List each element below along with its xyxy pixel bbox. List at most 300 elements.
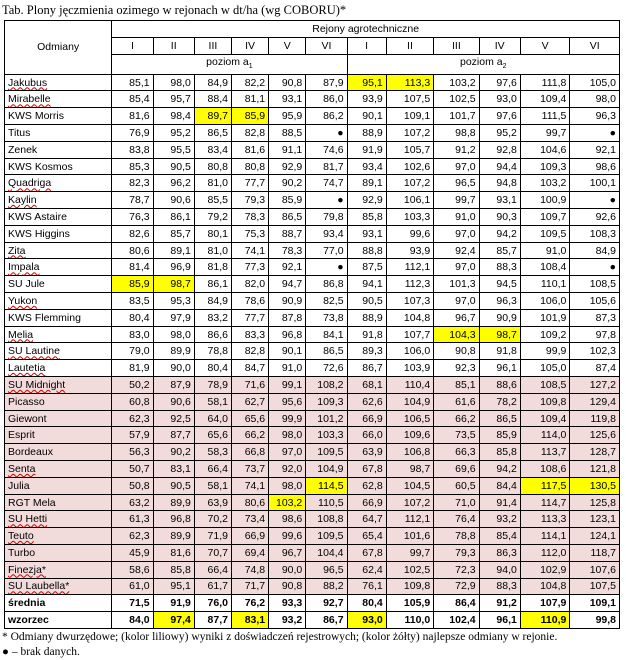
variety-name-cell bbox=[5, 242, 112, 259]
region-header-a1-I: I bbox=[112, 37, 153, 54]
yield-cell: 104,9 bbox=[306, 461, 347, 478]
variety-name: Finezja* bbox=[8, 563, 46, 576]
yield-cell: 101,6 bbox=[386, 528, 433, 545]
yield-cell: 94,0 bbox=[479, 561, 520, 578]
yield-cell: 114,0 bbox=[520, 427, 570, 444]
yield-cell: 80,4 bbox=[194, 360, 231, 377]
yield-cell: 88,3 bbox=[479, 578, 520, 595]
yield-cell: 66,2 bbox=[231, 427, 268, 444]
yield-cell: 96,3 bbox=[479, 293, 520, 310]
yield-cell: 79,0 bbox=[112, 343, 153, 360]
yield-cell: 83,4 bbox=[194, 141, 231, 158]
yield-cell: 101,9 bbox=[520, 309, 570, 326]
variety-name: Giewont bbox=[8, 412, 47, 425]
yield-cell: 78,8 bbox=[194, 343, 231, 360]
yield-cell: 104,9 bbox=[386, 393, 433, 410]
yield-cell: 82,0 bbox=[231, 276, 268, 293]
yield-cell: 80,8 bbox=[231, 158, 268, 175]
yield-cell: 87,9 bbox=[153, 377, 194, 394]
table-row bbox=[5, 326, 620, 343]
yield-cell: 108,4 bbox=[520, 259, 570, 276]
yield-cell: 95,1 bbox=[153, 578, 194, 595]
yield-cell: 74,7 bbox=[306, 175, 347, 192]
yield-cell: 73,8 bbox=[306, 309, 347, 326]
table-row bbox=[5, 309, 620, 326]
yield-cell: 91,0 bbox=[269, 360, 306, 377]
yield-cell: 89,1 bbox=[153, 242, 194, 259]
yield-cell: 109,8 bbox=[386, 578, 433, 595]
variety-name-cell bbox=[5, 326, 112, 343]
yield-cell: 110,4 bbox=[386, 377, 433, 394]
yield-cell: 113,7 bbox=[520, 444, 570, 461]
yield-cell: 98,4 bbox=[153, 108, 194, 125]
yield-cell: 101,7 bbox=[434, 108, 479, 125]
yield-cell: 105,9 bbox=[386, 595, 433, 612]
yield-cell: 98,0 bbox=[269, 477, 306, 494]
yield-cell: 72,6 bbox=[306, 360, 347, 377]
footnotes bbox=[2, 630, 622, 660]
yield-cell: 109,7 bbox=[520, 209, 570, 226]
yield-cell: 99,6 bbox=[386, 225, 433, 242]
yield-cell: 88,9 bbox=[347, 309, 386, 326]
yield-cell: 104,6 bbox=[520, 141, 570, 158]
yield-cell: 85,1 bbox=[112, 74, 153, 91]
table-row bbox=[5, 494, 620, 511]
yield-cell: 107,9 bbox=[520, 595, 570, 612]
yield-cell: 106,1 bbox=[386, 192, 433, 209]
yield-cell: 78,9 bbox=[194, 377, 231, 394]
yield-cell: 63,9 bbox=[347, 444, 386, 461]
region-header-a1-V: V bbox=[269, 37, 306, 54]
variety-name: wzorzec bbox=[8, 614, 49, 627]
yield-cell: 114,1 bbox=[520, 528, 570, 545]
yield-cell: 60,5 bbox=[434, 477, 479, 494]
yield-cell: 91,9 bbox=[347, 141, 386, 158]
yield-cell: 62,3 bbox=[112, 528, 153, 545]
yield-cell: 92,6 bbox=[570, 209, 620, 226]
variety-name-cell bbox=[5, 511, 112, 528]
yield-cell: 74,1 bbox=[231, 242, 268, 259]
yield-cell: 82,8 bbox=[231, 343, 268, 360]
variety-name: Lautetia bbox=[8, 362, 46, 375]
variety-name: Picasso bbox=[8, 395, 45, 408]
yield-cell: 102,9 bbox=[520, 561, 570, 578]
yield-cell: 77,7 bbox=[231, 175, 268, 192]
yield-cell: 108,3 bbox=[570, 225, 620, 242]
yield-cell: 66,9 bbox=[347, 410, 386, 427]
yield-cell: 90,2 bbox=[153, 444, 194, 461]
yield-cell: 103,2 bbox=[269, 494, 306, 511]
yield-cell: ● bbox=[306, 125, 347, 142]
yield-cell: 82,6 bbox=[112, 225, 153, 242]
variety-name-cell bbox=[5, 545, 112, 562]
yield-cell: 99,7 bbox=[520, 125, 570, 142]
yield-cell: 86,0 bbox=[306, 91, 347, 108]
table-row bbox=[5, 612, 620, 629]
table-row bbox=[5, 578, 620, 595]
yield-cell: 86,7 bbox=[306, 612, 347, 629]
yield-cell: 95,5 bbox=[153, 141, 194, 158]
yield-cell: 112,1 bbox=[386, 511, 433, 528]
yield-cell: 97,6 bbox=[479, 74, 520, 91]
yield-cell: 90,8 bbox=[434, 343, 479, 360]
yield-cell: 97,8 bbox=[570, 326, 620, 343]
yield-cell: 93,0 bbox=[479, 91, 520, 108]
yield-cell: 98,7 bbox=[386, 461, 433, 478]
variety-name: Mirabelle bbox=[8, 93, 51, 106]
yield-cell: 81,1 bbox=[231, 91, 268, 108]
yield-cell: 96,8 bbox=[153, 511, 194, 528]
yield-cell: 102,5 bbox=[386, 561, 433, 578]
level-a1-header: poziom $a_1$ bbox=[112, 54, 347, 74]
table-row bbox=[5, 511, 620, 528]
variety-name: SU Jule bbox=[8, 278, 45, 291]
region-header-a1-VI: VI bbox=[306, 37, 347, 54]
variety-name-cell bbox=[5, 293, 112, 310]
variety-name: Kaylin bbox=[8, 194, 37, 207]
yield-cell: 109,6 bbox=[386, 427, 433, 444]
yield-cell: 129,4 bbox=[570, 393, 620, 410]
yield-cell: 96,3 bbox=[570, 108, 620, 125]
variety-name: KWS Higgins bbox=[8, 227, 70, 240]
yield-cell: 118,7 bbox=[570, 545, 620, 562]
yield-cell: 90,0 bbox=[153, 360, 194, 377]
yield-cell: 93,9 bbox=[347, 91, 386, 108]
yield-cell: 90,9 bbox=[269, 293, 306, 310]
yield-cell: 109,2 bbox=[520, 326, 570, 343]
yield-cell: 96,1 bbox=[479, 612, 520, 629]
yield-cell: ● bbox=[570, 125, 620, 142]
yield-cell: 97,0 bbox=[434, 225, 479, 242]
yield-cell: 94,5 bbox=[479, 276, 520, 293]
variety-name: Zenek bbox=[8, 143, 38, 156]
region-header-a1-II: II bbox=[153, 37, 194, 54]
yield-cell: 92,1 bbox=[269, 259, 306, 276]
yield-cell: 91,8 bbox=[347, 326, 386, 343]
yield-cell: 91,2 bbox=[434, 141, 479, 158]
yield-cell: 90,3 bbox=[479, 209, 520, 226]
yield-cell: 111,8 bbox=[520, 74, 570, 91]
yield-cell: 107,5 bbox=[570, 578, 620, 595]
yield-cell: 80,1 bbox=[194, 225, 231, 242]
yield-cell: 98,0 bbox=[153, 74, 194, 91]
yield-cell: 65,6 bbox=[194, 427, 231, 444]
yield-cell: 106,5 bbox=[386, 410, 433, 427]
yield-cell: 81,8 bbox=[194, 259, 231, 276]
table-row bbox=[5, 192, 620, 209]
variety-name: Julia bbox=[8, 479, 30, 492]
variety-name: Zita bbox=[8, 244, 26, 257]
yield-cell: 112,0 bbox=[520, 545, 570, 562]
yield-cell: 86,1 bbox=[194, 276, 231, 293]
region-header-a1-IV: IV bbox=[231, 37, 268, 54]
yield-cell: 87,7 bbox=[194, 612, 231, 629]
yield-cell: 97,0 bbox=[269, 444, 306, 461]
yield-cell: 123,1 bbox=[570, 511, 620, 528]
variety-name: Impala bbox=[8, 261, 40, 274]
yield-cell: 81,9 bbox=[112, 360, 153, 377]
yield-cell: 75,3 bbox=[231, 225, 268, 242]
yield-cell: 71,5 bbox=[112, 595, 153, 612]
yield-cell: 90,8 bbox=[269, 74, 306, 91]
yield-cell: 102,3 bbox=[570, 343, 620, 360]
yield-cell: 71,9 bbox=[194, 528, 231, 545]
yield-cell: 104,4 bbox=[306, 545, 347, 562]
table-body bbox=[5, 74, 620, 628]
yield-cell: 93,3 bbox=[269, 595, 306, 612]
yield-cell: 113,3 bbox=[386, 74, 433, 91]
yield-cell: 56,3 bbox=[112, 444, 153, 461]
yield-cell: 81,0 bbox=[194, 175, 231, 192]
yield-cell: 80,6 bbox=[231, 494, 268, 511]
yield-cell: 96,2 bbox=[153, 175, 194, 192]
table-row bbox=[5, 242, 620, 259]
yield-cell: 80,4 bbox=[347, 595, 386, 612]
yield-cell: 88,9 bbox=[347, 125, 386, 142]
yield-cell: 68,1 bbox=[347, 377, 386, 394]
yield-cell: 66,2 bbox=[434, 410, 479, 427]
table-row bbox=[5, 91, 620, 108]
variety-name-cell bbox=[5, 108, 112, 125]
variety-name-cell bbox=[5, 259, 112, 276]
yield-cell: 86,1 bbox=[153, 209, 194, 226]
yield-cell: 85,7 bbox=[479, 242, 520, 259]
yield-cell: 94,2 bbox=[479, 461, 520, 478]
yield-cell: 85,3 bbox=[112, 158, 153, 175]
yield-cell: 91,9 bbox=[153, 595, 194, 612]
table-row bbox=[5, 108, 620, 125]
yield-cell: 85,5 bbox=[194, 192, 231, 209]
yield-cell: 112,1 bbox=[386, 259, 433, 276]
yield-cell: 95,3 bbox=[153, 293, 194, 310]
region-header-a2-V: V bbox=[520, 37, 570, 54]
yield-cell: 76,2 bbox=[231, 595, 268, 612]
yield-cell: 61,0 bbox=[112, 578, 153, 595]
table-row bbox=[5, 528, 620, 545]
yield-cell: 77,0 bbox=[306, 242, 347, 259]
yield-cell: 76,3 bbox=[112, 209, 153, 226]
document-page bbox=[2, 2, 622, 660]
yield-cell: 107,3 bbox=[386, 293, 433, 310]
yield-cell: 63,9 bbox=[194, 494, 231, 511]
yield-cell: 93,4 bbox=[347, 158, 386, 175]
yield-cell: 91,0 bbox=[434, 209, 479, 226]
yield-cell: 110,1 bbox=[520, 276, 570, 293]
yield-cell: ● bbox=[570, 259, 620, 276]
yield-cell: 103,3 bbox=[306, 427, 347, 444]
yield-cell: 111,5 bbox=[520, 108, 570, 125]
yield-cell: 91,1 bbox=[269, 141, 306, 158]
variety-name-cell bbox=[5, 377, 112, 394]
yield-cell: 63,2 bbox=[112, 494, 153, 511]
table-row bbox=[5, 444, 620, 461]
yield-cell: 81,7 bbox=[306, 158, 347, 175]
yield-cell: 95,1 bbox=[347, 74, 386, 91]
yield-cell: 45,9 bbox=[112, 545, 153, 562]
variety-name: Jakubus bbox=[8, 76, 48, 89]
yield-cell: 114,5 bbox=[306, 477, 347, 494]
table-row bbox=[5, 74, 620, 91]
yield-cell: 89,1 bbox=[347, 175, 386, 192]
yield-cell: 85,8 bbox=[347, 209, 386, 226]
yield-cell: 90,5 bbox=[347, 293, 386, 310]
yield-cell: 74,6 bbox=[306, 141, 347, 158]
table-row bbox=[5, 427, 620, 444]
table-row bbox=[5, 276, 620, 293]
table-row bbox=[5, 125, 620, 142]
variety-name-cell bbox=[5, 158, 112, 175]
yield-cell: 92,4 bbox=[434, 242, 479, 259]
yield-cell: 96,5 bbox=[434, 175, 479, 192]
yield-cell: 78,6 bbox=[231, 293, 268, 310]
yield-cell: 69,6 bbox=[434, 461, 479, 478]
yield-cell: 106,8 bbox=[386, 444, 433, 461]
yield-cell: 91,0 bbox=[520, 242, 570, 259]
yield-cell: 89,3 bbox=[347, 343, 386, 360]
variety-name-cell bbox=[5, 125, 112, 142]
yield-cell: 87,7 bbox=[153, 427, 194, 444]
yield-cell: 94,1 bbox=[347, 276, 386, 293]
variety-name-cell bbox=[5, 595, 112, 612]
yield-cell: 78,7 bbox=[112, 192, 153, 209]
level-a2-header: poziom $a_2$ bbox=[347, 54, 619, 74]
yield-cell: 88,5 bbox=[269, 125, 306, 142]
yield-cell: 73,5 bbox=[434, 427, 479, 444]
yield-cell: 110,9 bbox=[520, 612, 570, 629]
yield-cell: 83,0 bbox=[112, 326, 153, 343]
yield-cell: 109,1 bbox=[386, 108, 433, 125]
yield-cell: 99,9 bbox=[520, 343, 570, 360]
yield-cell: 50,2 bbox=[112, 377, 153, 394]
yield-cell: 92,0 bbox=[269, 461, 306, 478]
variety-name-cell bbox=[5, 393, 112, 410]
yield-cell: 83,8 bbox=[112, 141, 153, 158]
variety-name-cell bbox=[5, 578, 112, 595]
yield-cell: 86,3 bbox=[479, 545, 520, 562]
variety-name-cell bbox=[5, 561, 112, 578]
region-header-a1-III: III bbox=[194, 37, 231, 54]
yield-cell: 90,6 bbox=[153, 192, 194, 209]
yield-cell: 97,6 bbox=[479, 108, 520, 125]
yield-cell: 110,5 bbox=[306, 494, 347, 511]
region-header-a2-IV: IV bbox=[479, 37, 520, 54]
yield-cell: 95,7 bbox=[153, 91, 194, 108]
variety-name: SU Midnight bbox=[8, 378, 66, 391]
yield-cell: 76,9 bbox=[112, 125, 153, 142]
yield-cell: 57,9 bbox=[112, 427, 153, 444]
yield-cell: 98,0 bbox=[570, 91, 620, 108]
variety-name: KWS Morris bbox=[8, 110, 64, 123]
yield-cell: 130,5 bbox=[570, 477, 620, 494]
yield-cell: 81,6 bbox=[112, 108, 153, 125]
variety-name-cell bbox=[5, 74, 112, 91]
table-row bbox=[5, 259, 620, 276]
yield-cell: 97,0 bbox=[434, 158, 479, 175]
yield-cell: 62,4 bbox=[347, 561, 386, 578]
yield-cell: 105,0 bbox=[570, 74, 620, 91]
yield-cell: 86,5 bbox=[479, 410, 520, 427]
yield-cell: 103,3 bbox=[386, 209, 433, 226]
yield-cell: 92,9 bbox=[269, 158, 306, 175]
table-row bbox=[5, 377, 620, 394]
yield-cell: 98,8 bbox=[434, 125, 479, 142]
yield-cell: 90,9 bbox=[479, 309, 520, 326]
variety-name-cell bbox=[5, 461, 112, 478]
yield-cell: 88,7 bbox=[269, 225, 306, 242]
yield-cell: 85,8 bbox=[479, 444, 520, 461]
yield-cell: 94,7 bbox=[269, 276, 306, 293]
variety-name: Esprit bbox=[8, 429, 35, 442]
yield-cell: 66,9 bbox=[231, 528, 268, 545]
yield-cell: 97,4 bbox=[153, 612, 194, 629]
yield-cell: 86,5 bbox=[194, 125, 231, 142]
variety-name-cell bbox=[5, 477, 112, 494]
yield-cell: 58,6 bbox=[112, 561, 153, 578]
yield-cell: 73,4 bbox=[231, 511, 268, 528]
yield-cell: 87,9 bbox=[306, 74, 347, 91]
variety-name: KWS Flemming bbox=[8, 311, 81, 324]
variety-name-cell bbox=[5, 209, 112, 226]
variety-name: Senta bbox=[8, 462, 36, 475]
table-row bbox=[5, 343, 620, 360]
yield-cell: 82,3 bbox=[112, 175, 153, 192]
yield-cell: 109,8 bbox=[520, 393, 570, 410]
variety-name-cell bbox=[5, 225, 112, 242]
yield-cell: 85,7 bbox=[153, 225, 194, 242]
yield-cell: 90,8 bbox=[269, 578, 306, 595]
yield-cell: 101,2 bbox=[306, 410, 347, 427]
yield-cell: 93,0 bbox=[347, 612, 386, 629]
table-row bbox=[5, 225, 620, 242]
yield-cell: 77,3 bbox=[231, 259, 268, 276]
variety-name: Yukon bbox=[8, 294, 38, 307]
yield-cell: 85,8 bbox=[153, 561, 194, 578]
yield-cell: 64,7 bbox=[347, 511, 386, 528]
yield-cell: 98,7 bbox=[153, 276, 194, 293]
yield-cell: 92,8 bbox=[479, 141, 520, 158]
variety-name-cell bbox=[5, 612, 112, 629]
variety-name-cell bbox=[5, 309, 112, 326]
yield-cell: 83,3 bbox=[231, 326, 268, 343]
yield-cell: 98,0 bbox=[269, 427, 306, 444]
yield-cell: 93,1 bbox=[269, 91, 306, 108]
yield-cell: 69,4 bbox=[231, 545, 268, 562]
region-header-a2-VI: VI bbox=[570, 37, 620, 54]
yield-cell: 98,0 bbox=[153, 326, 194, 343]
yield-cell: 77,7 bbox=[231, 309, 268, 326]
variety-name: Teuto bbox=[8, 530, 34, 543]
yield-cell: 71,6 bbox=[231, 377, 268, 394]
variety-name: Titus bbox=[8, 126, 31, 139]
yield-cell: 70,7 bbox=[194, 545, 231, 562]
yield-cell: 66,4 bbox=[194, 561, 231, 578]
yield-cell: 88,3 bbox=[479, 259, 520, 276]
yield-cell: 106,0 bbox=[520, 293, 570, 310]
yield-cell: 108,5 bbox=[520, 377, 570, 394]
yield-cell: 61,6 bbox=[434, 393, 479, 410]
yield-cell: 81,6 bbox=[231, 141, 268, 158]
yield-cell: 82,8 bbox=[231, 125, 268, 142]
yield-cell: 72,9 bbox=[434, 578, 479, 595]
variety-name: RGT Mela bbox=[8, 496, 56, 509]
yield-cell: 66,0 bbox=[347, 427, 386, 444]
yield-cell: 50,7 bbox=[112, 461, 153, 478]
yield-cell: 62,8 bbox=[347, 477, 386, 494]
yield-cell: 114,7 bbox=[520, 494, 570, 511]
yield-cell: 87,8 bbox=[269, 309, 306, 326]
variety-name-cell bbox=[5, 494, 112, 511]
yield-cell: 83,1 bbox=[231, 612, 268, 629]
